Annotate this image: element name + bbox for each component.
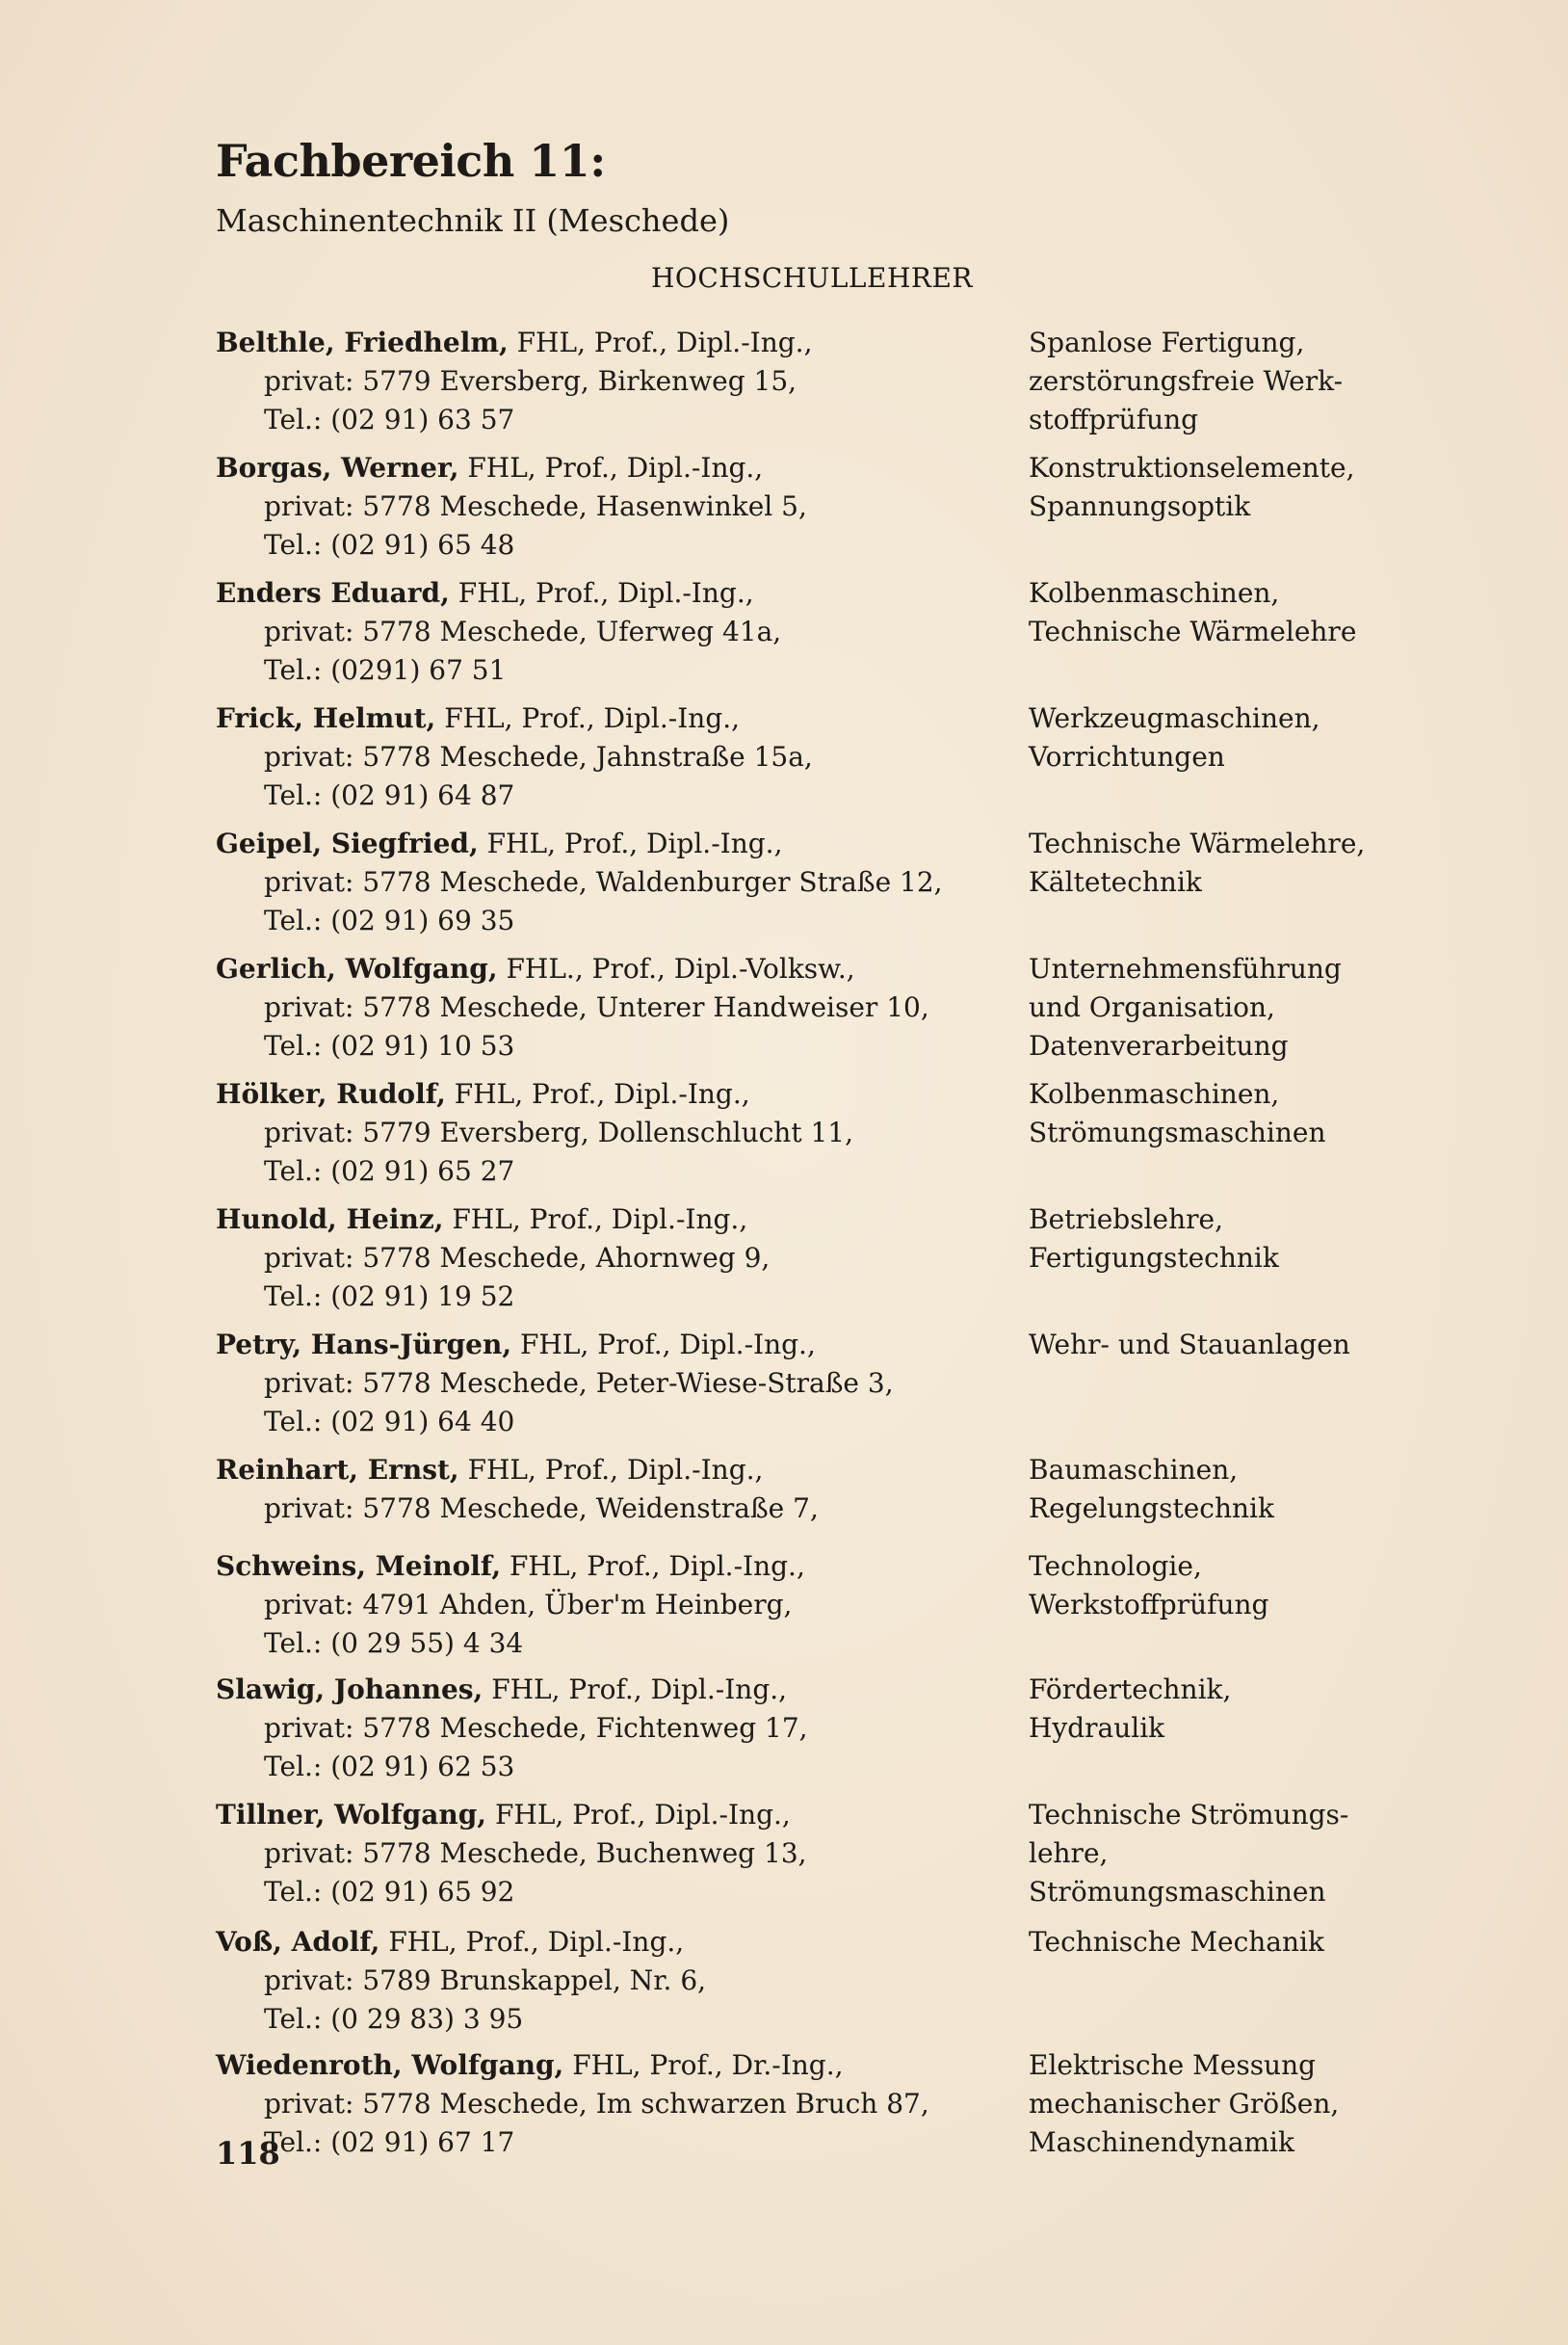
subject-line: zerstörungsfreie Werk- [1029,365,1344,397]
faculty-contact [216,1075,1006,1191]
faculty-contact [216,1200,1006,1316]
subject-line: und Organisation, [1029,991,1275,1023]
faculty-name-line [216,1796,1006,1834]
faculty-phone: Tel.: (0 29 55) 4 34 [264,1627,524,1659]
faculty-phone: Tel.: (02 91) 63 57 [264,404,515,435]
faculty-private-address: privat: 5789 Brunskappel, Nr. 6, [264,1964,707,1996]
faculty-entry [216,574,1410,690]
page-number: 118 [216,2135,280,2172]
faculty-name: Gerlich, Wolfgang, [216,953,498,985]
faculty-list [216,324,1410,2172]
faculty-phone: Tel.: (02 91) 65 48 [264,529,515,561]
faculty-subjects [1029,324,1410,439]
subject-line: Technische Wärmelehre, [1029,828,1366,859]
faculty-contact [216,950,1006,1066]
faculty-private-address: privat: 5778 Meschede, Weidenstraße 7, [264,1492,819,1524]
faculty-title: FHL, Prof., Dipl.-Ing., [486,828,783,859]
faculty-name: Wiedenroth, Wolfgang, [216,2049,564,2081]
faculty-private-address: privat: 5778 Meschede, Fichtenweg 17, [264,1712,808,1744]
faculty-name: Frick, Helmut, [216,702,436,734]
faculty-private-address: privat: 5778 Meschede, Buchenweg 13, [264,1837,807,1869]
faculty-phone: Tel.: (02 91) 65 92 [264,1876,515,1908]
faculty-name-line [216,1451,1006,1489]
faculty-name-line [216,1326,1006,1364]
subject-line: Werkzeugmaschinen, [1029,702,1320,734]
faculty-title: FHL, Prof., Dipl.-Ing., [467,1454,764,1486]
faculty-contact [216,825,1006,940]
faculty-subjects [1029,1796,1410,1911]
faculty-entry [216,1671,1410,1786]
faculty-title: FHL, Prof., Dipl.-Ing., [510,1550,805,1582]
subject-line: Spannungsoptik [1029,490,1251,522]
faculty-private-address: privat: 5779 Eversberg, Dollenschlucht 11, [264,1117,853,1148]
faculty-title: FHL, Prof., Dipl.-Ing., [388,1926,685,1958]
faculty-contact [216,324,1006,439]
faculty-phone: Tel.: (02 91) 62 53 [264,1751,515,1782]
faculty-title: FHL, Prof., Dipl.-Ing., [452,1203,748,1235]
subject-line: Werkstoffprüfung [1029,1589,1269,1620]
page-title: Fachbereich 11: [216,135,606,187]
faculty-private-address: privat: 5778 Meschede, Im schwarzen Bruch 87, [264,2088,929,2120]
faculty-title: FHL, Prof., Dipl.-Ing., [516,327,813,358]
faculty-subjects [1029,449,1410,565]
subject-line: lehre, [1029,1837,1109,1869]
faculty-contact [216,449,1006,565]
faculty-private-address: privat: 5779 Eversberg, Birkenweg 15, [264,365,797,397]
subject-line: Baumaschinen, [1029,1454,1239,1486]
faculty-subjects [1029,950,1410,1066]
subject-line: Maschinendynamik [1029,2126,1294,2158]
faculty-private-address: privat: 5778 Meschede, Ahornweg 9, [264,1242,771,1274]
faculty-subjects [1029,1547,1410,1663]
faculty-phone: Tel.: (02 91) 69 35 [264,905,515,936]
faculty-subjects [1029,1451,1410,1528]
faculty-contact [216,1923,1006,2039]
faculty-phone: Tel.: (02 91) 65 27 [264,1155,515,1187]
subject-line: Fördertechnik, [1029,1673,1232,1705]
faculty-name-line [216,950,1006,988]
faculty-name-line [216,1923,1006,1962]
faculty-private-address: privat: 5778 Meschede, Hasenwinkel 5, [264,490,807,522]
faculty-phone: Tel.: (0291) 67 51 [264,654,507,686]
faculty-entry [216,1075,1410,1191]
subject-line: Regelungstechnik [1029,1492,1274,1524]
subject-line: mechanischer Größen, [1029,2088,1340,2120]
faculty-private-address: privat: 5778 Meschede, Unterer Handweiser 10, [264,991,929,1023]
faculty-name-line [216,699,1006,738]
faculty-entry [216,1451,1410,1528]
faculty-name: Hölker, Rudolf, [216,1078,446,1110]
faculty-private-address: privat: 5778 Meschede, Peter-Wiese-Straße 3, [264,1367,894,1399]
faculty-entry [216,699,1410,815]
subject-line: Technische Wärmelehre [1029,616,1357,647]
faculty-entry [216,324,1410,439]
faculty-contact [216,1796,1006,1911]
faculty-private-address: privat: 4791 Ahden, Über'm Heinberg, [264,1589,793,1620]
subject-line: Konstruktionselemente, [1029,452,1355,484]
subject-line: Hydraulik [1029,1712,1165,1744]
section-heading: HOCHSCHULLEHRER [651,262,973,294]
subject-line: Unternehmensführung [1029,953,1342,985]
subject-line: Fertigungstechnik [1029,1242,1279,1274]
faculty-subjects [1029,1200,1410,1316]
faculty-subjects [1029,1075,1410,1191]
faculty-name-line [216,449,1006,487]
faculty-name-line [216,825,1006,863]
faculty-phone: Tel.: (02 91) 67 17 [264,2126,515,2158]
faculty-title: FHL, Prof., Dr.-Ing., [572,2049,844,2081]
faculty-title: FHL, Prof., Dipl.-Ing., [457,577,754,609]
faculty-entry [216,1326,1410,1441]
faculty-name: Tillner, Wolfgang, [216,1799,487,1831]
faculty-private-address: privat: 5778 Meschede, Uferweg 41a, [264,616,782,647]
faculty-name-line [216,1671,1006,1709]
faculty-name: Slawig, Johannes, [216,1673,483,1705]
faculty-title: FHL., Prof., Dipl.-Volksw., [506,953,855,985]
faculty-name-line [216,1547,1006,1586]
faculty-name: Enders Eduard, [216,577,450,609]
faculty-contact [216,1671,1006,1786]
faculty-name: Belthle, Friedhelm, [216,327,509,358]
subject-line: stoffprüfung [1029,404,1199,435]
faculty-name: Borgas, Werner, [216,452,459,484]
subject-line: Technische Strömungs- [1029,1799,1349,1831]
faculty-phone: Tel.: (02 91) 19 52 [264,1280,515,1312]
faculty-entry [216,449,1410,565]
faculty-contact [216,699,1006,815]
faculty-entry [216,2046,1410,2162]
subject-line: Kolbenmaschinen, [1029,577,1280,609]
faculty-subjects [1029,825,1410,940]
faculty-subjects [1029,1326,1410,1441]
faculty-title: FHL, Prof., Dipl.-Ing., [467,452,764,484]
faculty-entry [216,825,1410,940]
subject-line: Betriebslehre, [1029,1203,1224,1235]
subject-line: Kältetechnik [1029,866,1202,898]
subject-line: Datenverarbeitung [1029,1030,1289,1062]
faculty-phone: Tel.: (02 91) 64 87 [264,779,515,811]
subject-line: Strömungsmaschinen [1029,1117,1326,1148]
faculty-entry [216,1547,1410,1663]
faculty-contact [216,1326,1006,1441]
faculty-entry [216,1796,1410,1911]
faculty-private-address: privat: 5778 Meschede, Jahnstraße 15a, [264,741,813,773]
faculty-name: Hunold, Heinz, [216,1203,444,1235]
faculty-phone: Tel.: (02 91) 10 53 [264,1030,515,1062]
subject-line: Kolbenmaschinen, [1029,1078,1280,1110]
faculty-entry [216,1200,1410,1316]
subject-line: Spanlose Fertigung, [1029,327,1305,358]
faculty-phone: Tel.: (0 29 83) 3 95 [264,2003,524,2035]
faculty-name-line [216,1075,1006,1114]
faculty-title: FHL, Prof., Dipl.-Ing., [454,1078,750,1110]
subject-line: Elektrische Messung [1029,2049,1317,2081]
faculty-subjects [1029,1671,1410,1786]
faculty-title: FHL, Prof., Dipl.-Ing., [494,1799,791,1831]
faculty-subjects [1029,574,1410,690]
subject-line: Strömungsmaschinen [1029,1876,1326,1908]
faculty-contact [216,2046,1006,2162]
faculty-name: Petry, Hans-Jürgen, [216,1329,512,1360]
faculty-contact [216,574,1006,690]
faculty-title: FHL, Prof., Dipl.-Ing., [444,702,741,734]
faculty-title: FHL, Prof., Dipl.-Ing., [520,1329,816,1360]
subject-line: Wehr- und Stauanlagen [1029,1329,1350,1360]
page-subtitle: Maschinentechnik II (Meschede) [216,202,730,239]
faculty-phone: Tel.: (02 91) 64 40 [264,1406,515,1437]
faculty-name-line [216,2046,1006,2085]
subject-line: Vorrichtungen [1029,741,1225,773]
faculty-entry [216,1923,1410,2039]
faculty-name-line [216,574,1006,613]
faculty-contact [216,1451,1006,1528]
faculty-name: Voß, Adolf, [216,1926,380,1958]
faculty-name: Schweins, Meinolf, [216,1550,502,1582]
faculty-contact [216,1547,1006,1663]
faculty-name-line [216,1200,1006,1239]
faculty-subjects [1029,699,1410,815]
faculty-name-line [216,324,1006,362]
faculty-name: Reinhart, Ernst, [216,1454,459,1486]
faculty-subjects [1029,2046,1410,2162]
faculty-name: Geipel, Siegfried, [216,828,479,859]
faculty-subjects [1029,1923,1410,2039]
subject-line: Technische Mechanik [1029,1926,1324,1958]
faculty-private-address: privat: 5778 Meschede, Waldenburger Straße 12, [264,866,943,898]
faculty-entry [216,950,1410,1066]
subject-line: Technologie, [1029,1550,1202,1582]
faculty-title: FHL, Prof., Dipl.-Ing., [491,1673,788,1705]
